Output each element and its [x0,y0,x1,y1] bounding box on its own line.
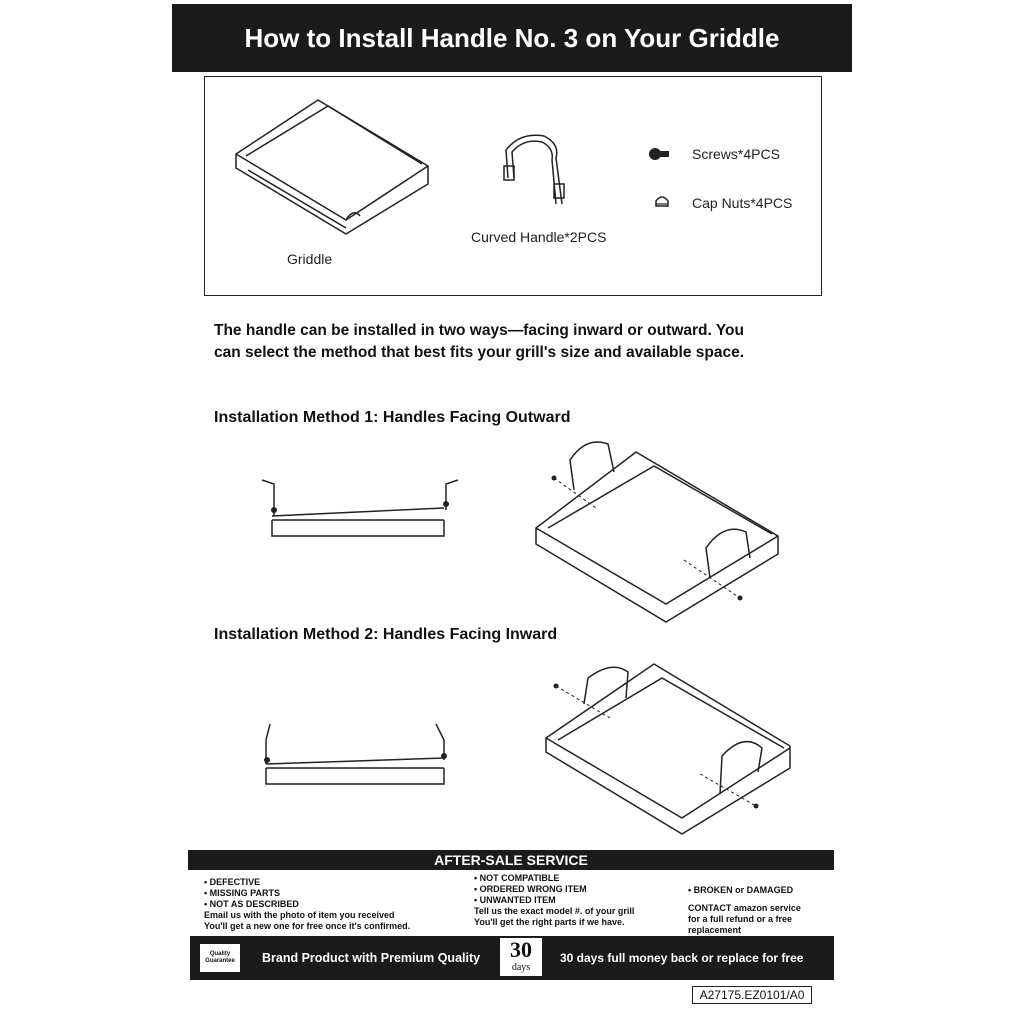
service-note: replacement [688,925,742,935]
service-note: CONTACT amazon service [688,903,801,913]
document-code: A27175.EZ0101/A0 [692,986,812,1004]
service-item: • MISSING PARTS [204,888,454,899]
service-item: • NOT COMPATIBLE [474,873,674,884]
method1-heading: Installation Method 1: Handles Facing Outward [214,409,571,426]
service-note: Tell us the exact model #. of your grill [474,906,635,916]
service-item: • UNWANTED ITEM [474,895,674,906]
after-sale-service-header: AFTER-SALE SERVICE [188,850,834,870]
service-item: • BROKEN or DAMAGED [688,885,838,896]
method2-heading: Installation Method 2: Handles Facing Inward [214,626,558,643]
handle-label: Curved Handle*2PCS [471,229,607,245]
service-col1 [204,877,454,932]
intro-text: The handle can be installed in two ways—facing inward or outward. You can select the method that best fits your grill's size and available space. [214,322,744,361]
page-title: How to Install Handle No. 3 on Your Griddle [172,4,852,72]
method1-griddle-illustration [534,436,784,626]
days-label: days [511,962,531,973]
days-number: 30 [510,937,532,962]
service-note: Email us with the photo of item you received [204,910,395,920]
thirty-days-badge [500,938,542,976]
service-note: You'll get a new one for free once it's confirmed. [204,921,411,931]
service-note: You'll get the right parts if we have. [474,917,625,927]
screw-icon [648,146,670,162]
quality-bar [190,936,834,980]
griddle-label: Griddle [287,251,333,267]
curved-handle-illustration [498,128,572,214]
griddle-illustration [228,96,438,236]
cap-nuts-label: Cap Nuts*4PCS [692,195,793,211]
service-col2 [474,873,674,928]
service-note: for a full refund or a free [688,914,793,924]
method2-griddle-illustration [544,656,796,838]
service-col3 [688,885,838,936]
service-item: • ORDERED WRONG ITEM [474,884,674,895]
cap-nut-icon [654,194,670,210]
money-back-text: 30 days full money back or replace for free [560,951,804,965]
method1-side-view [258,472,468,544]
screws-label: Screws*4PCS [692,146,780,162]
service-item: • NOT AS DESCRIBED [204,899,454,910]
quality-guarantee-badge: Quality Guarantee [200,944,240,972]
method2-side-view [258,720,458,790]
service-item: • DEFECTIVE [204,877,454,888]
brand-text: Brand Product with Premium Quality [262,951,481,965]
